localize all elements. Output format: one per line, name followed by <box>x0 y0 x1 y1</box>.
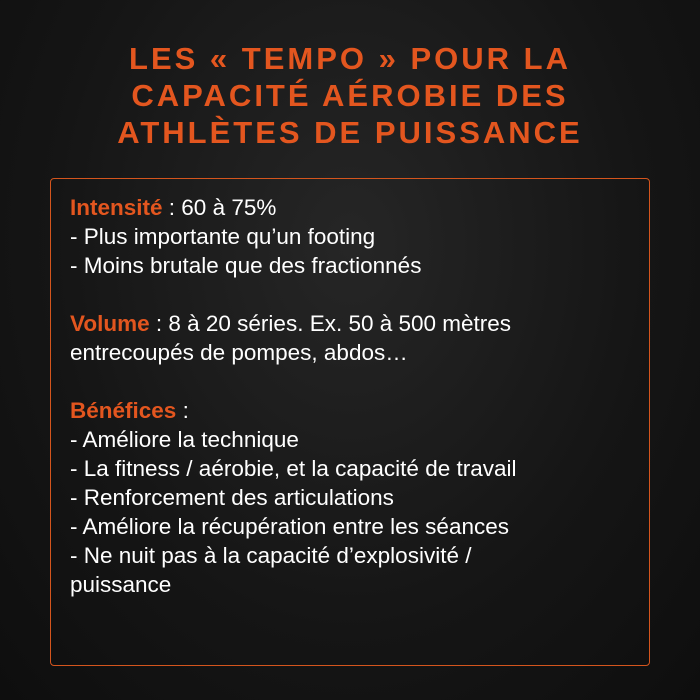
title-line-1: LES « TEMPO » POUR LA <box>129 41 571 76</box>
intensite-label: Intensité <box>70 195 163 220</box>
volume-label: Volume <box>70 311 150 336</box>
page-title <box>0 40 700 151</box>
benefices-item-4: - Améliore la récupération entre les séances <box>70 514 509 539</box>
benefices-item-3: - Renforcement des articulations <box>70 485 394 510</box>
info-card <box>50 178 650 666</box>
volume-heading <box>70 309 631 338</box>
benefices-label: Bénéfices <box>70 398 177 423</box>
spacer <box>70 367 631 396</box>
intensite-item-2: - Moins brutale que des fractionnés <box>70 253 422 278</box>
intensite-item-1: - Plus importante qu’un footing <box>70 224 376 249</box>
volume-value: : 8 à 20 séries. Ex. 50 à 500 mètres <box>149 311 512 336</box>
benefices-heading <box>70 396 631 425</box>
title-line-2: CAPACITÉ AÉROBIE DES <box>131 78 569 113</box>
intensite-value: : 60 à 75% <box>162 195 277 220</box>
benefices-value: : <box>176 398 189 423</box>
benefices-item-2: - La fitness / aérobie, et la capacité de travail <box>70 456 517 481</box>
benefices-item-1: - Améliore la technique <box>70 427 299 452</box>
spacer <box>70 280 631 309</box>
benefices-item-5: - Ne nuit pas à la capacité d’explosivité / <box>70 543 472 568</box>
volume-value-line-2: entrecoupés de pompes, abdos… <box>70 340 408 365</box>
benefices-item-6: puissance <box>70 572 172 597</box>
title-line-3: ATHLÈTES DE PUISSANCE <box>117 115 583 150</box>
intensite-heading <box>70 193 631 222</box>
